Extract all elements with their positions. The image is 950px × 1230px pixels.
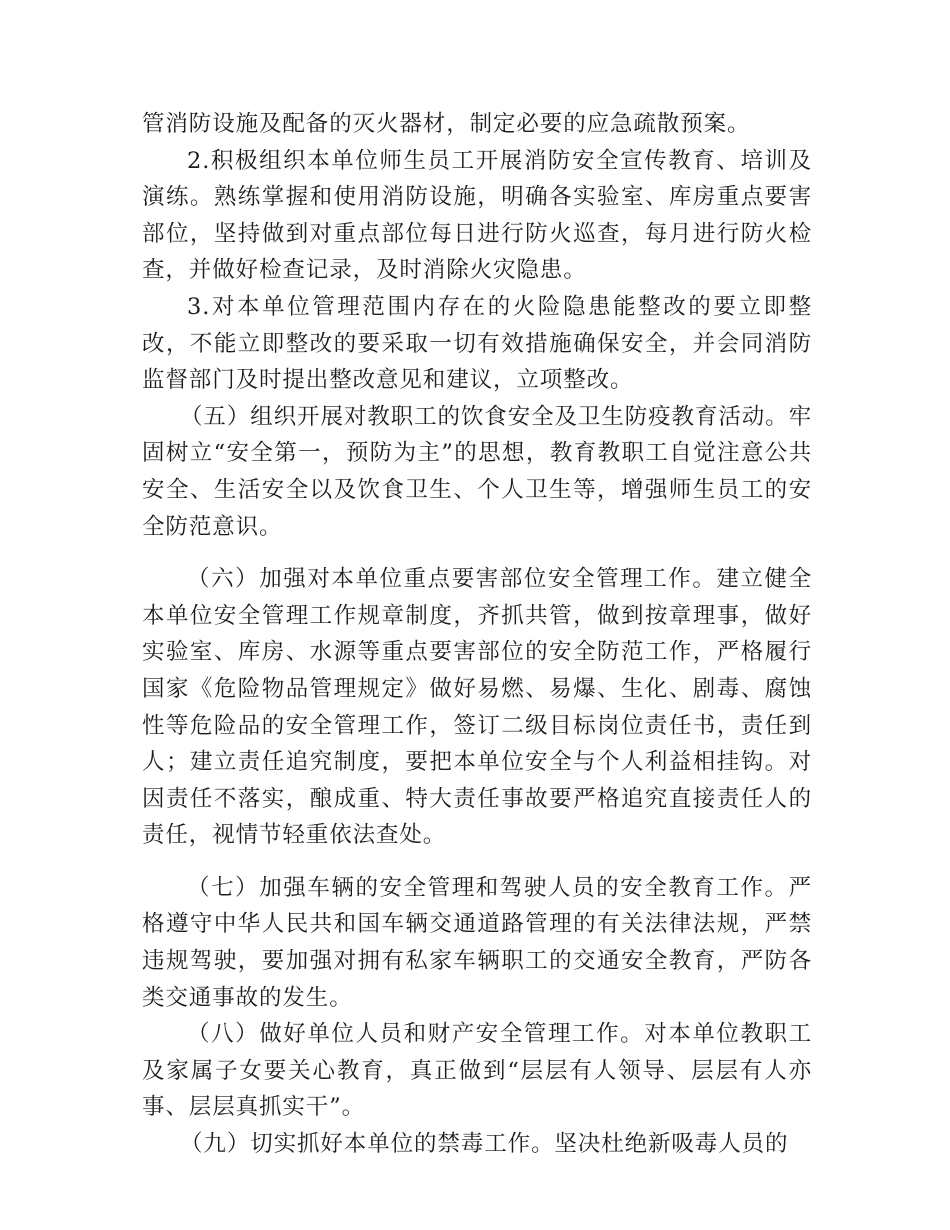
paragraph-section-7: （七）加强车辆的安全管理和驾驶人员的安全教育工作。严格遵守中华人民共和国车辆交通道路管理的有关法律法规，严禁违规驾驶，要加强对拥有私家车辆职工的交通安全教育，严防各类交通事故的发生。 — [142, 874, 812, 1011]
paragraph-section-6: （六）加强对本单位重点要害部位安全管理工作。建立健全本单位安全管理工作规章制度，齐抓共管，做到按章理事，做好实验室、库房、水源等重点要害部位的安全防范工作，严格履行国家《危险物品管理规定》做好易燃、易爆、生化、剧毒、腐蚀性等危险品的安全管理工作，签订二级目标岗位责任书，责任到人；建立责任追究制度，要把本单位安全与个人利益相挂钩。对因责任不落实，酿成重、特大责任事故要严格追究直接责任人的责任，视情节轻重依法查处。 — [142, 566, 812, 849]
paragraph-section-5: （五）组织开展对教职工的饮食安全及卫生防疫教育活动。牢固树立“安全第一，预防为主”的思想，教育教职工自觉注意公共安全、生活安全以及饮食卫生、个人卫生等，增强师生员工的安全防范意识。 — [142, 403, 812, 540]
paragraph-item-3: 3.对本单位管理范围内存在的火险隐患能整改的要立即整改，不能立即整改的要采取一切有效措施确保安全，并会同消防监督部门及时提出整改意见和建议，立项整改。 — [142, 293, 812, 394]
paragraph-continuation: 管消防设施及配备的灭火器材，制定必要的应急疏散预案。 — [142, 111, 751, 137]
paragraph-section-8: （八）做好单位人员和财产安全管理工作。对本单位教职工及家属子女要关心教育，真正做到“层层有人领导、层层有人亦事、层层真抓实干”。 — [142, 1021, 812, 1121]
paragraph-item-2: 2.积极组织本单位师生员工开展消防安全宣传教育、培训及演练。熟练掌握和使用消防设施，明确各实验室、库房重点要害部位，坚持做到对重点部位每日进行防火巡查，每月进行防火检查，并做好检查记录，及时消除火灾隐患。 — [142, 147, 812, 284]
document-page — [142, 106, 812, 1163]
paragraph-section-9: （九）切实抓好本单位的禁毒工作。坚决杜绝新吸毒人员的 — [180, 1131, 789, 1158]
